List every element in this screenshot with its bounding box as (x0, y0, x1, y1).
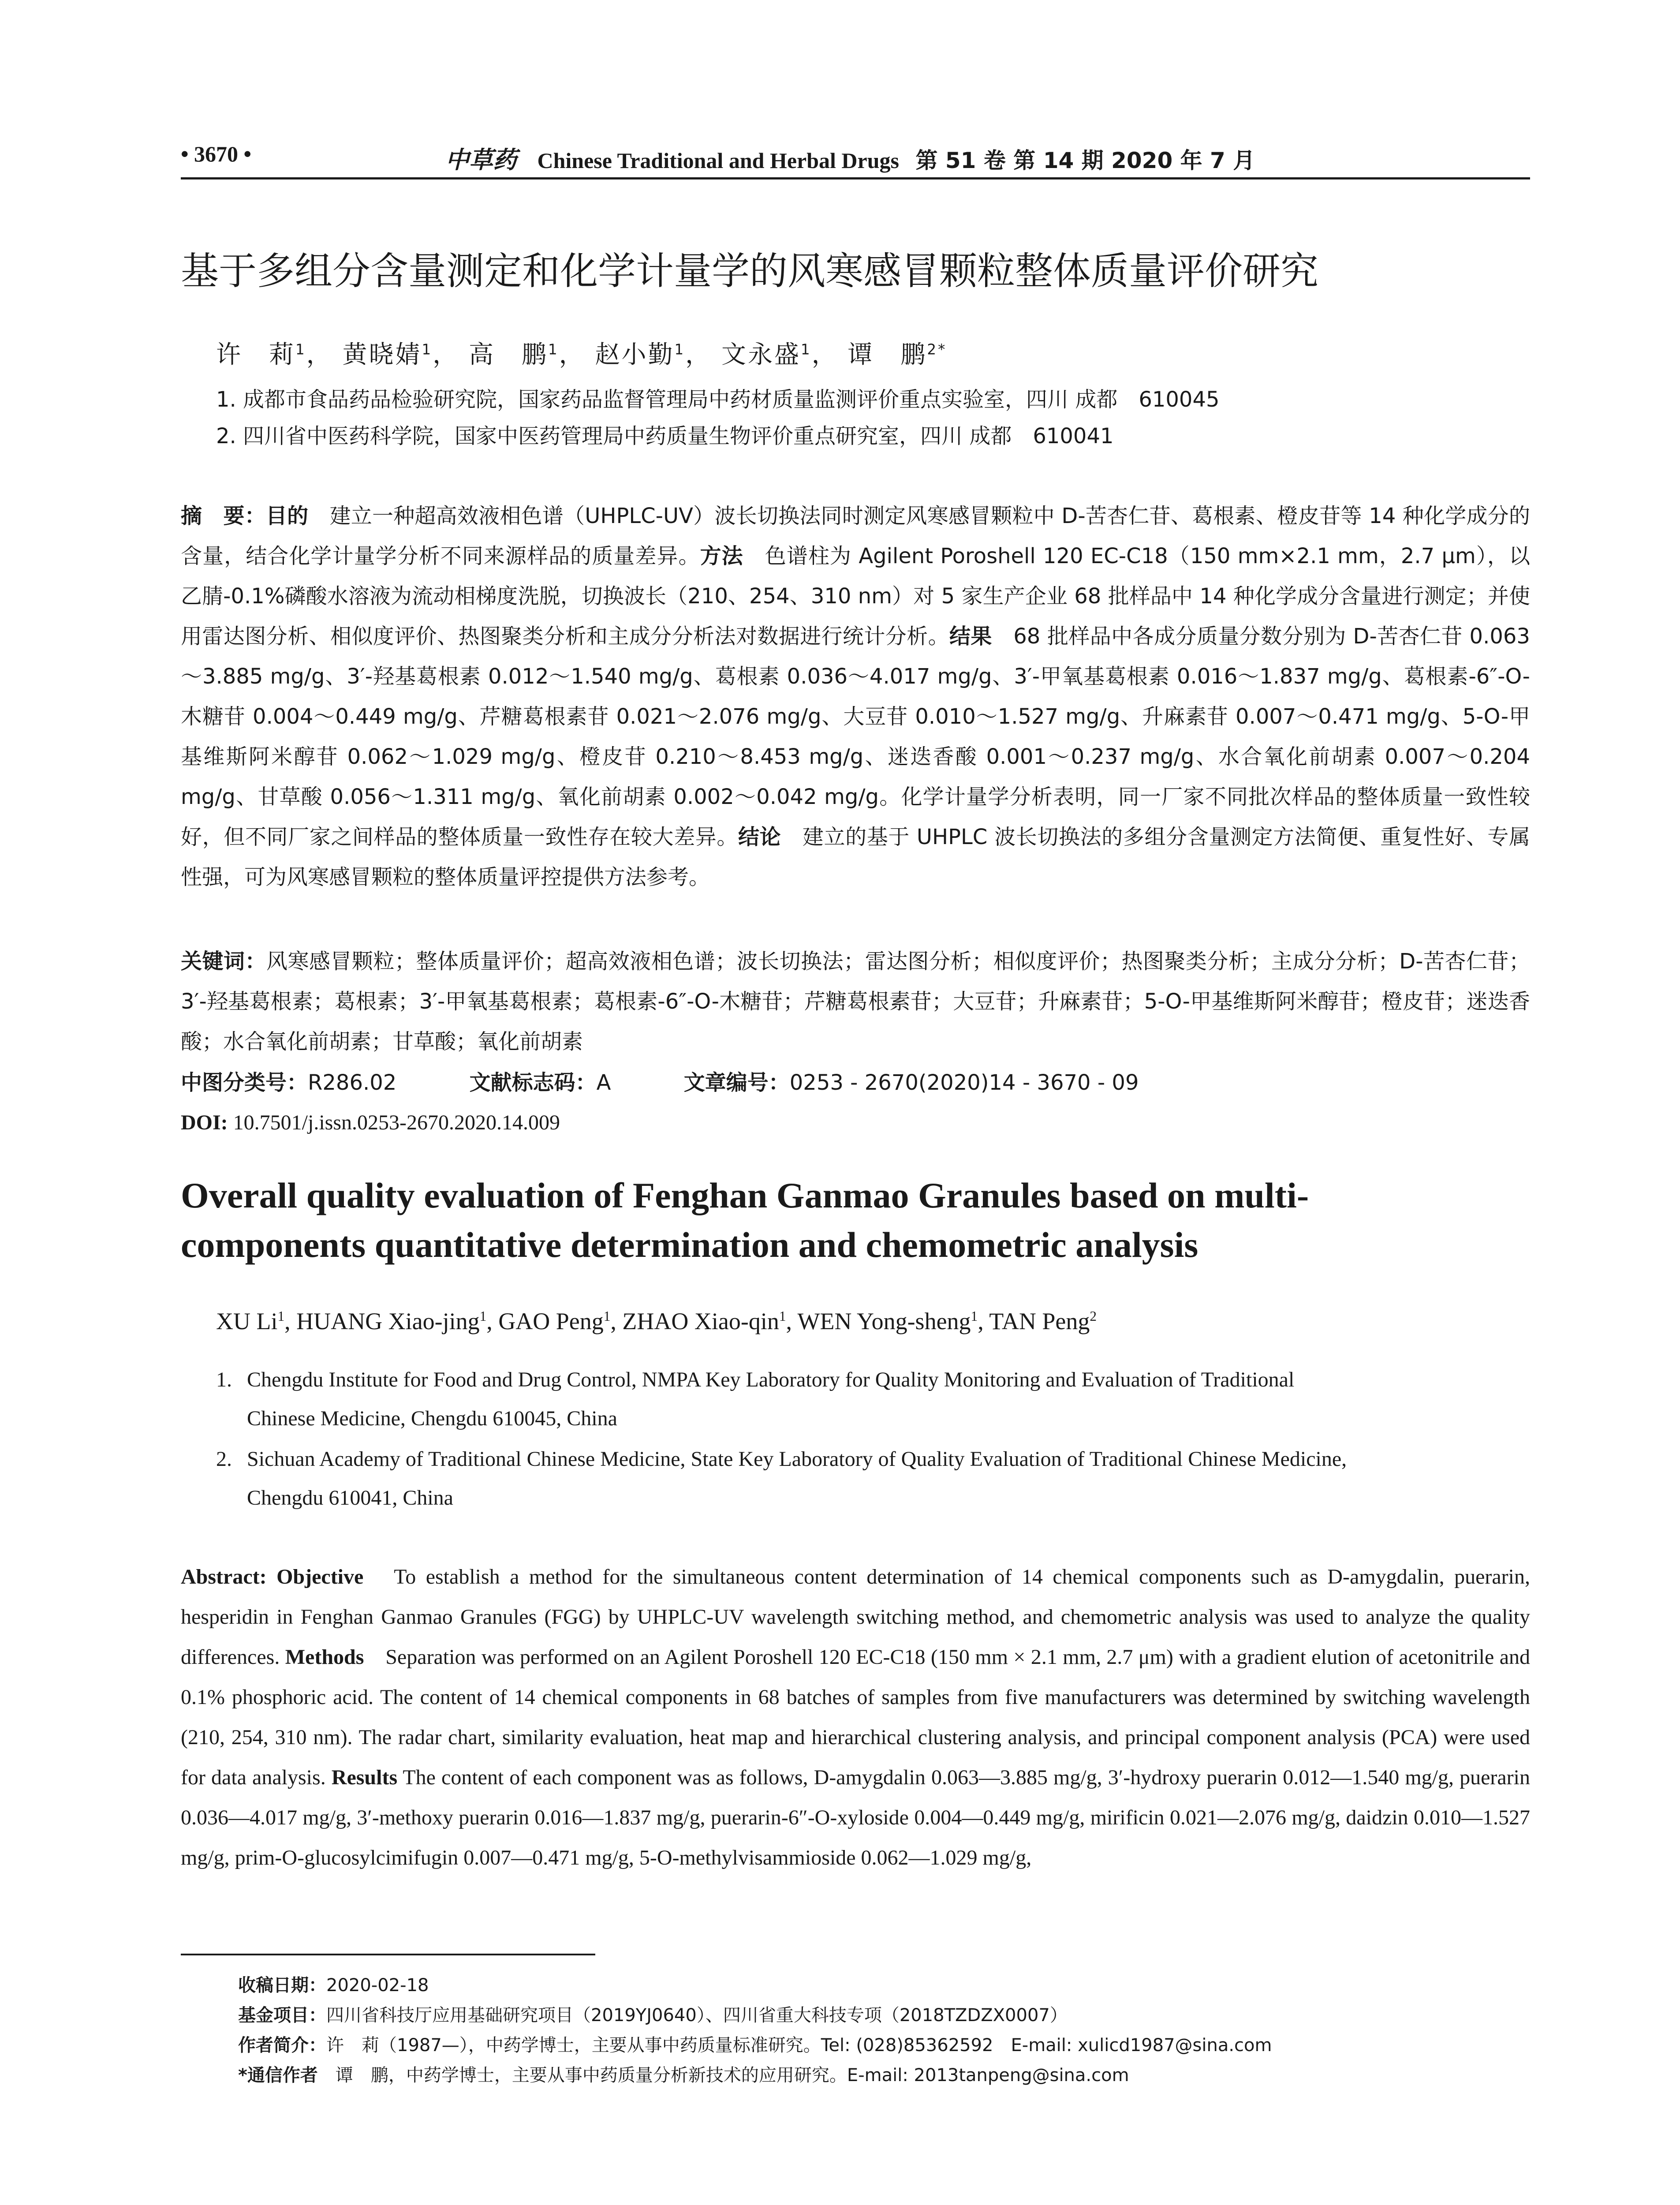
footnotes (238, 1970, 1530, 2090)
received-label: 收稿日期： (238, 1975, 326, 1996)
objective-text: 建立一种超高效液相色谱（UHPLC-UV）波长切换法同时测定风寒感冒颗粒中 D-苦杏仁苷、葛根素、橙皮苷等 14 种化学成分的含量，结合化学计量学分析不同来源样品的质量差异。 (181, 504, 1530, 568)
author-zh: 谭 鹏 (847, 340, 927, 369)
author-en: TAN Peng (989, 1308, 1090, 1334)
author-zh: 许 莉 (216, 340, 295, 369)
author-separator: ， (559, 340, 586, 369)
journal-issue: 第 51 卷 第 14 期 2020 年 7 月 (915, 148, 1255, 173)
author-separator: ， (433, 340, 459, 369)
author-zh: 赵小勤 (595, 340, 675, 369)
received-value: 2020-02-18 (326, 1975, 429, 1996)
funding-value: 四川省科技厅应用基础研究项目（2019YJ0640）、四川省重大科技专项（2018TZDZX0007） (326, 2005, 1068, 2026)
classification-row (181, 1063, 1530, 1103)
methods-label-en: Methods (285, 1645, 364, 1669)
footnote-corresponding (238, 2060, 1530, 2090)
author-affil-mark: 1 (548, 341, 559, 358)
methods-text-en: Separation was performed on an Agilent Poroshell 120 EC-C18 (150 mm × 2.1 mm, 2.7 μm) with a gradient elution of acetonitrile and 0.1% phosphoric acid. The content of 14 chemical components in 68 batches of samples from five manufacturers was determined by switching wavelength (210, 254, 310 nm). The radar chart, similarity evaluation, heat map and hierarchical clustering analysis, and principal component analysis (PCA) were used for data analysis. (181, 1645, 1530, 1789)
author-affil-mark: 2 (1090, 1308, 1097, 1324)
abstract-en (181, 1557, 1530, 1878)
clc-label: 中图分类号： (181, 1070, 308, 1095)
results-label-en: Results (331, 1766, 398, 1789)
conclusion-label: 结论 (738, 825, 781, 849)
funding-label: 基金项目： (238, 2005, 326, 2026)
title-en-line-1: Overall quality evaluation of Fenghan Ganmao Granules based on multi- (181, 1175, 1309, 1215)
clc-number (181, 1063, 396, 1103)
document-code-label: 文献标志码： (469, 1070, 597, 1095)
keywords-label: 关键词： (181, 949, 266, 974)
keywords-text: 风寒感冒颗粒；整体质量评价；超高效液相色谱；波长切换法；雷达图分析；相似度评价；热图聚类分析；主成分分析；D-苦杏仁苷；3′-羟基葛根素；葛根素；3′-甲氧基葛根素；葛根素-6″-O-木糖苷；芹糖葛根素苷；大豆苷；升麻素苷；5-O-甲基维斯阿米醇苷；橙皮苷；迷迭香酸；水合氧化前胡素；甘草酸；氧化前胡素 (181, 949, 1530, 1054)
doi-label: DOI: (181, 1111, 228, 1134)
author-affil-mark: 1 (603, 1308, 611, 1324)
document-code (470, 1063, 611, 1103)
footnote-author (238, 2030, 1530, 2060)
author-affil-mark: 1 (971, 1308, 978, 1324)
author-affil-mark: 1 (277, 1308, 285, 1324)
article-number (684, 1063, 1139, 1103)
author-affil-mark: 1 (800, 341, 812, 358)
footnote-funding (238, 2000, 1530, 2030)
author-affil-mark: 1 (422, 341, 433, 358)
author-en: XU Li (216, 1308, 278, 1334)
abstract-objective-label: Abstract: Objective (181, 1565, 364, 1588)
abstract-zh (181, 496, 1530, 897)
doi (181, 1102, 560, 1143)
keywords-zh (181, 942, 1530, 1062)
author-separator: ， (811, 340, 838, 369)
journal-header (445, 141, 1255, 175)
affiliation-zh-1: 1. 成都市食品药品检验研究院，国家药品监督管理局中药材质量监测评价重点实验室，四川 成都 610045 (216, 387, 1220, 412)
affiliation-line: Sichuan Academy of Traditional Chinese Medicine, State Key Laboratory of Quality Evaluation of Traditional Chinese Medicine, (247, 1447, 1347, 1471)
affiliation-line: Chengdu Institute for Food and Drug Control, NMPA Key Laboratory for Quality Monitoring and Evaluation of Traditional (247, 1368, 1295, 1391)
author-en: HUANG Xiao-jing (296, 1308, 480, 1334)
author-affil-mark: 1 (295, 341, 306, 358)
author-separator: , (786, 1308, 798, 1334)
authors-zh (216, 335, 947, 370)
author-separator: , (486, 1308, 499, 1334)
abstract-label: 摘 要： (181, 504, 266, 528)
author-affil-mark: 1 (479, 1308, 487, 1324)
affiliation-number: 2. (216, 1447, 232, 1471)
title-en-line-2: components quantitative determination and chemometric analysis (181, 1225, 1198, 1265)
title-zh: 基于多组分含量测定和化学计量学的风寒感冒颗粒整体质量评价研究 (181, 249, 1318, 293)
journal-logo: 中草药 (445, 146, 517, 174)
author-affil-mark: 1 (674, 341, 686, 358)
doi-link[interactable]: 10.7501/j.issn.0253-2670.2020.14.009 (233, 1111, 560, 1134)
title-en (181, 1171, 1530, 1270)
results-label: 结果 (949, 624, 992, 649)
author-separator: ， (306, 340, 333, 369)
running-header (181, 141, 1530, 176)
objective-text-en: To establish a method for the simultaneous content determination of 14 chemical components such as D-amygdalin, puerarin, hesperidin in Fenghan Ganmao Granules (FGG) by UHPLC-UV wavelength switching method, and chemometric analysis was used to analyze the quality differences. (181, 1565, 1531, 1669)
article-number-value: 0253 - 2670(2020)14 - 3670 - 09 (789, 1070, 1139, 1095)
conclusion-text: 建立的基于 UHPLC 波长切换法的多组分含量测定方法简便、重复性好、专属性强，可为风寒感冒颗粒的整体质量评控提供方法参考。 (181, 825, 1530, 889)
results-text: 68 批样品中各成分质量分数分别为 D-苦杏仁苷 0.063～3.885 mg/g、3′-羟基葛根素 0.012～1.540 mg/g、葛根素 0.036～4.017 mg/g、3′-甲氧基葛根素 0.016～1.837 mg/g、葛根素-6″-O-木糖苷 0.004～0.449 mg/g、芹糖葛根素苷 0.021～2.076 mg/g、大豆苷 0.010～1.527 mg/g、升麻素苷 0.007～0.471 mg/g、5-O-甲基维斯阿米醇苷 0.062～1.029 mg/g、橙皮苷 0.210～8.453 mg/g、迷迭香酸 0.001～0.237 mg/g、水合氧化前胡素 0.007～0.204 mg/g、甘草酸 0.056～1.311 mg/g、氧化前胡素 0.002～0.042 mg/g。化学计量学分析表明，同一厂家不同批次样品的整体质量一致性较好，但不同厂家之间样品的整体质量一致性存在较大差异。 (181, 624, 1530, 849)
author-bio-value: 许 莉（1987—），中药学博士，主要从事中药质量标准研究。Tel: (028)85362592 E-mail: xulicd1987@sina.com (326, 2035, 1272, 2056)
journal-page (181, 0, 1530, 2205)
footnote-received (238, 1970, 1530, 2000)
affiliation-line: Chinese Medicine, Chengdu 610045, China (247, 1407, 617, 1430)
header-rule (181, 177, 1530, 179)
author-separator: , (610, 1308, 623, 1334)
author-en: WEN Yong-sheng (797, 1308, 971, 1334)
results-text-en: The content of each component was as follows, D-amygdalin 0.063—3.885 mg/g, 3′-hydroxy puerarin 0.012—1.540 mg/g, puerarin 0.036—4.017 mg/g, 3′-methoxy puerarin 0.016—1.837 mg/g, puerarin-6″-O-xyloside 0.004—0.449 mg/g, mirificin 0.021—2.076 mg/g, daidzin 0.010—1.527 mg/g, prim-O-glucosylcimifugin 0.007—0.471 mg/g, 5-O-methylvisammioside 0.062—1.029 mg/g, (181, 1766, 1531, 1869)
affiliation-zh-2: 2. 四川省中医药科学院，国家中医药管理局中药质量生物评价重点研究室，四川 成都 610041 (216, 424, 1114, 448)
affiliation-number: 1. (216, 1368, 232, 1391)
methods-label: 方法 (700, 544, 743, 568)
corresponding-value: 谭 鹏，中药学博士，主要从事中药质量分析新技术的应用研究。E-mail: 2013tanpeng@sina.com (317, 2065, 1129, 2085)
methods-text: 色谱柱为 Agilent Poroshell 120 EC-C18（150 mm×2.1 mm，2.7 μm），以乙腈-0.1%磷酸水溶液为流动相梯度洗脱，切换波长（210、254、310 nm）对 5 家生产企业 68 批样品中 14 种化学成分含量进行测定；并使用雷达图分析、相似度评价、热图聚类分析和主成分分析法对数据进行统计分析。 (181, 544, 1530, 649)
clc-value: R286.02 (308, 1070, 397, 1095)
author-separator: , (978, 1308, 989, 1334)
affiliation-en-2 (216, 1440, 1530, 1517)
author-zh: 黄晓婧 (342, 340, 422, 369)
author-separator: ， (685, 340, 712, 369)
author-affil-mark: 2* (927, 341, 947, 358)
article-number-label: 文章编号： (683, 1070, 790, 1095)
author-zh: 高 鹏 (468, 340, 548, 369)
authors-en (216, 1308, 1097, 1335)
affiliation-line: Chengdu 610041, China (247, 1486, 453, 1510)
objective-label: 目的 (265, 504, 309, 528)
author-separator: , (284, 1308, 297, 1334)
author-en: ZHAO Xiao-qin (622, 1308, 779, 1334)
journal-name-en: Chinese Traditional and Herbal Drugs (537, 148, 899, 173)
corresponding-label: *通信作者 (238, 2065, 318, 2085)
author-zh: 文永盛 (721, 340, 801, 369)
author-bio-label: 作者简介： (238, 2035, 326, 2056)
author-en: GAO Peng (498, 1308, 604, 1334)
document-code-value: A (596, 1070, 611, 1095)
affiliation-en-1 (216, 1360, 1530, 1438)
page-number: • 3670 • (181, 142, 252, 166)
author-affil-mark: 1 (779, 1308, 786, 1324)
footnote-rule (181, 1954, 595, 1955)
